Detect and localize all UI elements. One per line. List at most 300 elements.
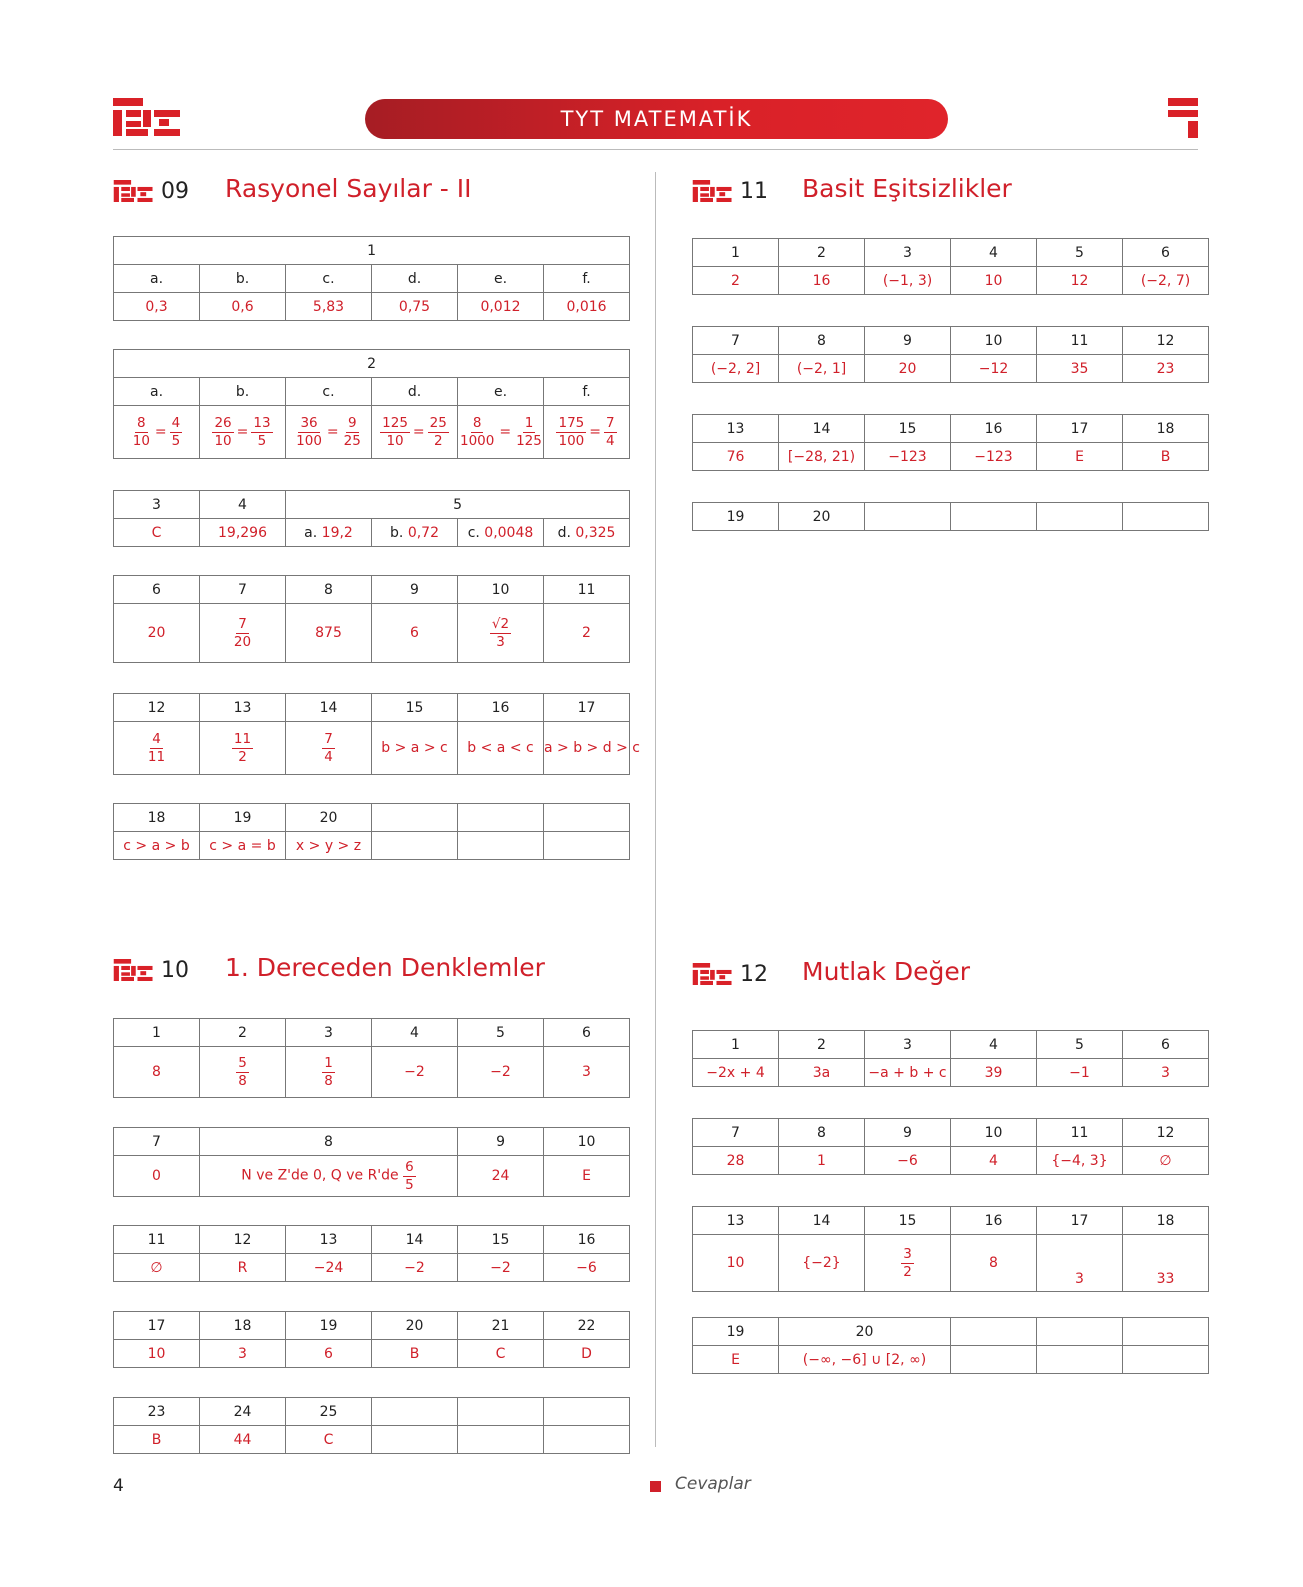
answer-cell: [114, 1156, 200, 1197]
answer-cell: [693, 1235, 779, 1292]
footer-label: Cevaplar: [675, 1474, 751, 1494]
question-number-cell: [200, 491, 286, 519]
question-number: 9: [903, 332, 912, 349]
answer-value: 12: [1070, 272, 1089, 289]
section-number: 12: [740, 961, 768, 987]
equals-sign: =: [236, 424, 249, 440]
answer-cell: [693, 443, 779, 471]
answer-cell: [779, 443, 865, 471]
answer-value: −2: [490, 1259, 511, 1276]
fraction-numerator: 3: [903, 1246, 912, 1263]
question-number-cell: [1037, 239, 1123, 267]
answer-cell: [1123, 1147, 1209, 1175]
question-number-cell: [114, 1226, 200, 1254]
question-number-row: [114, 1312, 630, 1340]
section-number: 10: [161, 957, 189, 983]
fraction-numerator: 5: [238, 1055, 247, 1072]
question-number-cell: [693, 1031, 779, 1059]
question-number: 16: [491, 699, 510, 716]
question-number-cell: [458, 1312, 544, 1340]
answer-cell: [458, 1254, 544, 1282]
answer-cell: [458, 604, 544, 663]
question-number: c.: [322, 270, 335, 287]
question-number: 6: [1161, 1036, 1170, 1053]
answer-cell: [200, 722, 286, 775]
question-number: b.: [235, 383, 250, 400]
question-number-cell: [200, 694, 286, 722]
question-number: 11: [1070, 1124, 1089, 1141]
answer-cell: [200, 1340, 286, 1368]
question-number-row: [114, 491, 630, 519]
fraction-denominator: 1000: [460, 432, 495, 449]
fraction-denominator: 10: [386, 432, 404, 449]
question-number: 5: [1075, 244, 1084, 261]
fraction-numerator: 36: [300, 415, 318, 432]
question-number-cell: [458, 1398, 544, 1426]
answer-row: [114, 1254, 630, 1282]
question-number-cell: [951, 327, 1037, 355]
answer-cell: [372, 1047, 458, 1098]
fraction-denominator: 2: [433, 432, 443, 449]
question-number: 18: [1156, 1212, 1175, 1229]
section-header: [113, 173, 189, 209]
question-number-cell: [114, 1128, 200, 1156]
question-number: 6: [582, 1024, 591, 1041]
fraction: [901, 1247, 914, 1278]
question-number-cell: [1123, 327, 1209, 355]
answer-value: −2: [404, 1259, 425, 1276]
question-number-cell: [458, 694, 544, 722]
answer-cell: [1123, 443, 1209, 471]
fraction: [131, 416, 152, 447]
fraction-numerator: √2: [491, 616, 510, 633]
question-number: f.: [582, 383, 591, 400]
question-number-cell: [1037, 1318, 1123, 1346]
question-number: a.: [149, 270, 164, 287]
question-number-cell: [1123, 1031, 1209, 1059]
fraction-numerator: 9: [347, 415, 357, 432]
question-number-cell: [779, 1318, 951, 1346]
answer-value: −24: [313, 1259, 344, 1276]
fraction-numerator: 6: [405, 1159, 414, 1176]
question-number-row: [693, 1031, 1209, 1059]
answer-value: 2: [582, 625, 591, 641]
answer-table: [692, 502, 1209, 531]
answer-value: 28: [726, 1152, 745, 1169]
answer-value: 3: [582, 1064, 591, 1080]
answer-value: 10: [726, 1255, 745, 1271]
question-number-cell: [1037, 503, 1123, 531]
answer-value: 3: [238, 1345, 247, 1362]
answer-value: (−∞, −6] ∪ [2, ∞): [802, 1351, 927, 1368]
answer-cell: [286, 406, 372, 459]
answer-value: (−1, 3): [882, 272, 933, 289]
answer-value: D: [581, 1345, 592, 1362]
page-number: 4: [113, 1476, 124, 1496]
answer-value: 2: [731, 272, 740, 289]
question-number-row: [693, 1119, 1209, 1147]
answer-cell: [372, 832, 458, 860]
fraction: [403, 1160, 416, 1191]
answer-cell: [951, 443, 1037, 471]
question-number: 21: [491, 1317, 510, 1334]
question-number-cell: [865, 503, 951, 531]
question-number: 3: [152, 496, 161, 513]
answer-row: [693, 1235, 1209, 1292]
question-number-row: [114, 1226, 630, 1254]
question-number-cell: [544, 1226, 630, 1254]
answer-cell: [865, 355, 951, 383]
question-number: 5: [496, 1024, 505, 1041]
answer-cell: [1123, 1346, 1209, 1374]
fraction: [604, 416, 617, 447]
answer-table: [692, 326, 1209, 383]
answer-row: [693, 1147, 1209, 1175]
answer-value: 23: [1156, 360, 1175, 377]
question-number-cell: [693, 503, 779, 531]
question-number: d.: [407, 383, 422, 400]
question-number-cell: [1123, 1119, 1209, 1147]
answer-value: −123: [888, 448, 927, 465]
fraction-numerator: 1: [524, 415, 534, 432]
question-number-cell: [114, 1019, 200, 1047]
question-number-cell: [951, 1031, 1037, 1059]
question-number-cell: [114, 378, 200, 406]
question-number: 11: [577, 581, 596, 598]
answer-cell: [200, 604, 286, 663]
question-number-cell: [372, 265, 458, 293]
equals-sign: =: [326, 424, 339, 440]
question-number-row: [114, 378, 630, 406]
fraction: [490, 617, 511, 648]
answer-value: 3: [1075, 1271, 1084, 1287]
answer-cell: [114, 406, 200, 459]
answer-value: 6: [324, 1345, 333, 1362]
question-number: 8: [817, 1124, 826, 1141]
answer-cell: [200, 519, 286, 547]
section-header: [692, 956, 768, 992]
answer-cell: [114, 722, 200, 775]
answer-cell: [286, 1426, 372, 1454]
question-number-cell: [1123, 1318, 1209, 1346]
question-number: 13: [233, 699, 252, 716]
section-number: 11: [740, 178, 768, 204]
section-number: 09: [161, 178, 189, 204]
question-number-cell: [286, 1398, 372, 1426]
question-number: 1: [152, 1024, 161, 1041]
fraction-numerator: 7: [606, 415, 615, 432]
question-number: 15: [405, 699, 424, 716]
question-number-cell: [114, 576, 200, 604]
question-number-cell: [865, 327, 951, 355]
answer-cell: [458, 406, 544, 459]
answer-cell: [779, 1346, 951, 1374]
question-number-cell: [1037, 1207, 1123, 1235]
question-number: 1: [731, 244, 740, 261]
answer-cell: [1037, 443, 1123, 471]
answer-cell: [951, 355, 1037, 383]
question-number-cell: [200, 804, 286, 832]
answer-value: (−2, 7): [1140, 272, 1191, 289]
answer-value: (−2, 1]: [796, 360, 847, 377]
column-divider: [655, 172, 656, 1447]
question-number: 9: [903, 1124, 912, 1141]
fraction: [458, 416, 496, 447]
answer-value: 0,016: [566, 298, 607, 315]
answer-table: [113, 1311, 630, 1368]
answer-value: −2x + 4: [706, 1064, 765, 1081]
question-number-cell: [544, 378, 630, 406]
fraction-denominator: 2: [903, 1263, 912, 1280]
answer-value: −2: [490, 1064, 511, 1080]
fraction-denominator: 8: [238, 1072, 247, 1089]
question-number: 14: [812, 1212, 831, 1229]
question-number-cell: [693, 1207, 779, 1235]
answer-value: c > a = b: [209, 837, 276, 854]
answer-cell: [544, 1047, 630, 1098]
question-number: 19: [726, 508, 745, 525]
question-number-cell: [1037, 415, 1123, 443]
answer-value: C: [323, 1431, 334, 1448]
answer-cell: [544, 1156, 630, 1197]
question-number: 10: [577, 1133, 596, 1150]
answer-table: [692, 1118, 1209, 1175]
question-number: 12: [147, 699, 166, 716]
fraction-denominator: 10: [132, 432, 150, 449]
answer-table: [113, 575, 630, 663]
question-number-cell: [114, 1398, 200, 1426]
equals-sign: =: [412, 424, 425, 440]
question-number-cell: [693, 415, 779, 443]
question-number-cell: [1037, 327, 1123, 355]
answer-value: b < a < c: [467, 740, 534, 756]
question-number: 20: [405, 1317, 424, 1334]
question-number-cell: [779, 1031, 865, 1059]
question-number-cell: [544, 694, 630, 722]
question-number: 11: [147, 1231, 166, 1248]
fraction-denominator: 25: [343, 432, 361, 449]
answer-cell: [372, 293, 458, 321]
answer-row: [114, 1156, 630, 1197]
answer-cell: [693, 1147, 779, 1175]
fraction: [322, 1056, 335, 1087]
answer-value: {−2}: [802, 1255, 841, 1271]
question-number-cell: [458, 378, 544, 406]
question-number-row: [693, 503, 1209, 531]
answer-cell: [865, 1235, 951, 1292]
faz-section-logo: [692, 180, 734, 202]
question-number: 12: [1156, 1124, 1175, 1141]
question-number-cell: [544, 804, 630, 832]
section-title: Mutlak Değer: [802, 957, 971, 986]
question-number-cell: [372, 1312, 458, 1340]
question-number-cell: [286, 265, 372, 293]
question-number: 20: [855, 1323, 874, 1340]
equals-sign: =: [499, 424, 512, 440]
question-number: 8: [817, 332, 826, 349]
question-number-row: [693, 1207, 1209, 1235]
answer-value: 0,6: [231, 298, 254, 315]
answer-value: 44: [233, 1431, 252, 1448]
question-number-cell: [114, 694, 200, 722]
question-number-cell: [544, 1019, 630, 1047]
fraction-numerator: 11: [233, 731, 252, 748]
fraction-numerator: 8: [137, 415, 146, 432]
fraction: [342, 416, 363, 447]
answer-value: 10: [147, 1345, 166, 1362]
answer-cell: [951, 1235, 1037, 1292]
question-number: 19: [233, 809, 252, 826]
question-number: 4: [410, 1024, 419, 1041]
question-number: 19: [726, 1323, 745, 1340]
answer-value: 33: [1156, 1271, 1175, 1287]
question-number: 19: [319, 1317, 338, 1334]
answer-value: 0,0048: [484, 524, 534, 541]
answer-table: [692, 1030, 1209, 1087]
question-number-cell: [779, 1119, 865, 1147]
question-number: 3: [903, 1036, 912, 1053]
question-number-cell: [114, 350, 630, 378]
fraction: [428, 416, 449, 447]
question-number-cell: [779, 415, 865, 443]
question-number-cell: [1123, 239, 1209, 267]
question-number-cell: [865, 1207, 951, 1235]
question-number-row: [114, 804, 630, 832]
question-number-cell: [951, 1318, 1037, 1346]
answer-value: 10: [984, 272, 1003, 289]
answer-value: 8: [989, 1255, 998, 1271]
question-number: 3: [903, 244, 912, 261]
fraction-numerator: 25: [429, 415, 447, 432]
question-number: 5: [1075, 1036, 1084, 1053]
question-number-row: [114, 1398, 630, 1426]
answer-row: [114, 1047, 630, 1098]
answer-cell: [865, 267, 951, 295]
question-number-cell: [865, 1119, 951, 1147]
answer-value: 16: [812, 272, 831, 289]
question-number: 24: [233, 1403, 252, 1420]
question-number: 7: [731, 1124, 740, 1141]
question-number-cell: [951, 1207, 1037, 1235]
answer-row: [693, 355, 1209, 383]
question-number-cell: [544, 1128, 630, 1156]
answer-row: [114, 1426, 630, 1454]
answer-cell: [779, 267, 865, 295]
question-number-cell: [286, 491, 630, 519]
answer-cell: [693, 1059, 779, 1087]
fraction-denominator: 100: [296, 432, 322, 449]
answer-row: [693, 1346, 1209, 1374]
answer-cell: [693, 355, 779, 383]
question-number: 17: [1070, 420, 1089, 437]
question-number: 10: [491, 581, 510, 598]
answer-row: [114, 722, 630, 775]
answer-cell: [200, 406, 286, 459]
answer-value: −a + b + c: [868, 1064, 947, 1081]
question-number-cell: [779, 239, 865, 267]
answer-table: [113, 1127, 630, 1197]
question-number: 11: [1070, 332, 1089, 349]
question-number: 1: [731, 1036, 740, 1053]
answer-value: 0,75: [398, 298, 431, 315]
answer-cell: [1037, 267, 1123, 295]
answer-row: [114, 832, 630, 860]
question-number: 16: [984, 420, 1003, 437]
question-number-cell: [200, 1128, 458, 1156]
question-number-cell: [372, 378, 458, 406]
answer-cell: [1123, 1059, 1209, 1087]
fraction: [556, 416, 586, 447]
question-number-cell: [544, 1398, 630, 1426]
answer-cell: [1037, 355, 1123, 383]
faz-mark-icon: [1168, 98, 1198, 138]
question-number-cell: [544, 1312, 630, 1340]
answer-cell: [114, 1254, 200, 1282]
question-number: 10: [984, 1124, 1003, 1141]
answer-table: [113, 1397, 630, 1454]
fraction: [322, 732, 335, 763]
answer-table: [113, 349, 630, 459]
question-number-cell: [865, 1031, 951, 1059]
fraction-denominator: 10: [214, 432, 232, 449]
answer-value: −6: [576, 1259, 597, 1276]
answer-table: [113, 236, 630, 321]
answer-label: a.: [304, 524, 318, 541]
answer-cell: [458, 293, 544, 321]
question-number-cell: [951, 239, 1037, 267]
question-number: 4: [238, 496, 247, 513]
answer-value: 0: [152, 1168, 161, 1184]
answer-cell: [286, 832, 372, 860]
answer-cell: [372, 722, 458, 775]
question-number: 22: [577, 1317, 596, 1334]
answer-row: [114, 604, 630, 663]
answer-value: B: [151, 1431, 162, 1448]
answer-value: 4: [989, 1152, 998, 1169]
question-number: 20: [812, 508, 831, 525]
answer-value: B: [409, 1345, 420, 1362]
question-number: b.: [235, 270, 250, 287]
footer-square-icon: [650, 1481, 661, 1492]
answer-table: [113, 1018, 630, 1098]
question-number-row: [114, 350, 630, 378]
question-number-cell: [779, 503, 865, 531]
answer-cell: [1123, 355, 1209, 383]
fraction-denominator: 8: [324, 1072, 333, 1089]
question-number-cell: [693, 327, 779, 355]
section-header: [692, 173, 768, 209]
fraction: [232, 732, 253, 763]
fraction-numerator: 125: [382, 415, 408, 432]
answer-value: 1: [817, 1152, 826, 1169]
answer-cell: [1037, 1059, 1123, 1087]
question-number: d.: [407, 270, 422, 287]
question-number: f.: [582, 270, 591, 287]
question-number-cell: [200, 1398, 286, 1426]
section-title: 1. Dereceden Denklemler: [225, 953, 545, 982]
fraction: [514, 416, 544, 447]
fraction-numerator: 7: [238, 616, 247, 633]
question-number-cell: [286, 1312, 372, 1340]
question-number-row: [114, 694, 630, 722]
question-number: 7: [238, 581, 247, 598]
question-number-cell: [458, 1128, 544, 1156]
answer-cell: [458, 1156, 544, 1197]
fraction-denominator: 20: [233, 633, 252, 650]
question-number: 13: [726, 420, 745, 437]
answer-cell: [865, 1059, 951, 1087]
answer-row: [114, 406, 630, 459]
